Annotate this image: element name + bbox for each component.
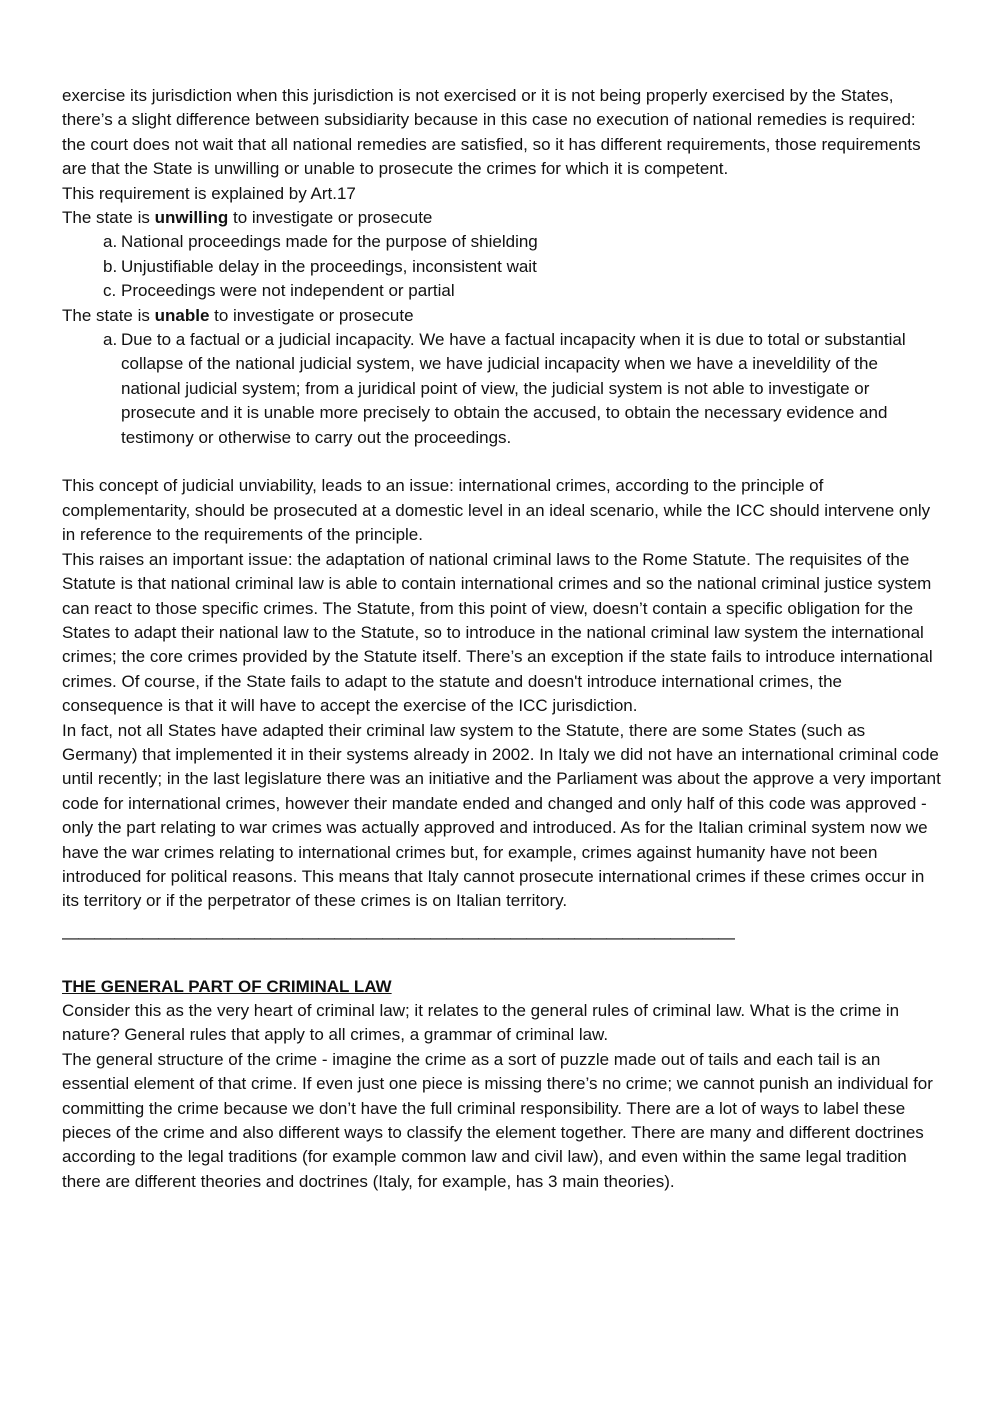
list-marker: c. — [103, 281, 117, 301]
paragraph-jurisdiction: exercise its jurisdiction when this jurisdiction is not exercised or it is not being properly exercised by the States, there’s a slight difference between subsidiarity because in this case no execution of national remedies is required: the court does not wait that all national remedies are satisfied, so it has different requirements, those requirements are that the State is unwilling or unable to prosecute the crimes for which it is competent. — [62, 86, 921, 179]
list-marker: a. — [103, 330, 118, 350]
unable-heading — [62, 304, 942, 328]
unwilling-keyword: unwilling — [154, 208, 229, 228]
unwilling-prefix: The state is — [62, 208, 155, 228]
list-item — [62, 328, 942, 450]
unable-prefix: The state is — [62, 305, 155, 325]
paragraph-general-rules: Consider this as the very heart of criminal law; it relates to the general rules of criminal law. What is the crime in nature? General rules that apply to all crimes, a grammar of criminal law. — [62, 1000, 900, 1045]
unable-list — [62, 328, 942, 450]
paragraph-art17: This requirement is explained by Art.17 — [62, 183, 356, 203]
section-title: THE GENERAL PART OF CRIMINAL LAW — [62, 976, 392, 996]
unable-suffix: to investigate or prosecute — [209, 305, 414, 325]
list-item — [62, 279, 942, 303]
blank-line — [62, 450, 942, 474]
list-item — [62, 255, 942, 279]
separator-line: —————————————————————————————————————————— — [62, 927, 734, 947]
unwilling-heading — [62, 206, 942, 230]
paragraph-adaptation: This raises an important issue: the adaptation of national criminal laws to the Rome Statute. The requisites of the Statute is that national criminal law is able to contain international crimes and so the national criminal justice system can react to those specific crimes. The Statute, from this point of view, doesn’t contain a specific obligation for the States to adapt their national law to the Statute, so to introduce in the national criminal law system the international crimes; the core crimes provided by the Statute itself. There’s an exception if the state fails to introduce international crimes. Of course, if the State fails to adapt to the statute and doesn't introduce international crimes, the consequence is that it will have to accept the exercise of the ICC jurisdiction. — [62, 549, 933, 716]
paragraph-structure: The general structure of the crime - imagine the crime as a sort of puzzle made out of tails and each tail is an essential element of that crime. If even just one piece is missing there’s no crime; we cannot punish an individual for committing the crime because we don’t have the full criminal responsibility. There are a lot of ways to label these pieces of the crime and also different ways to classify the element together. There are many and different doctrines according to the legal traditions (for example common law and civil law), and even within the same legal tradition there are different theories and doctrines (Italy, for example, has 3 main theories). — [62, 1049, 933, 1191]
list-item-text: Due to a factual or a judicial incapacity. We have a factual incapacity when it is due to total or substantial collapse of the national judicial system, we have judicial incapacity when we have a ineveldility of the national judicial system; from a juridical point of view, the judicial system is not able to investigate or prosecute and it is unable more precisely to obtain the accused, to obtain the necessary evidence and testimony or otherwise to carry out the proceedings. — [121, 330, 906, 447]
paragraph-unviability: This concept of judicial unviability, leads to an issue: international crimes, according to the principle of complementarity, should be prosecuted at a domestic level in an ideal scenario, while the ICC should intervene only in reference to the requirements of the principle. — [62, 476, 931, 545]
document-page — [62, 84, 942, 1194]
list-marker: b. — [103, 256, 118, 276]
list-item-text: National proceedings made for the purpose of shielding — [121, 232, 538, 252]
unwilling-list — [62, 230, 942, 303]
list-item-text: Proceedings were not independent or partial — [121, 281, 455, 301]
list-item — [62, 230, 942, 254]
unwilling-suffix: to investigate or prosecute — [228, 208, 433, 228]
unable-keyword: unable — [154, 305, 210, 325]
blank-line — [62, 950, 942, 974]
list-item-text: Unjustifiable delay in the proceedings, inconsistent wait — [121, 256, 537, 276]
paragraph-italy: In fact, not all States have adapted their criminal law system to the Statute, there are some States (such as Germany) that implemented it in their systems already in 2002. In Italy we did not have an international criminal code until recently; in the last legislature there was an initiative and the Parliament was about the approve a very important code for international crimes, however their mandate ended and changed and only half of this code was approved - only the part relating to war crimes was actually approved and introduced. As for the Italian criminal system now we have the war crimes relating to international crimes but, for example, crimes against humanity have not been introduced for political reasons. This means that Italy cannot prosecute international crimes if these crimes occur in its territory or if the perpetrator of these crimes is on Italian territory. — [62, 720, 941, 911]
list-marker: a. — [103, 232, 118, 252]
